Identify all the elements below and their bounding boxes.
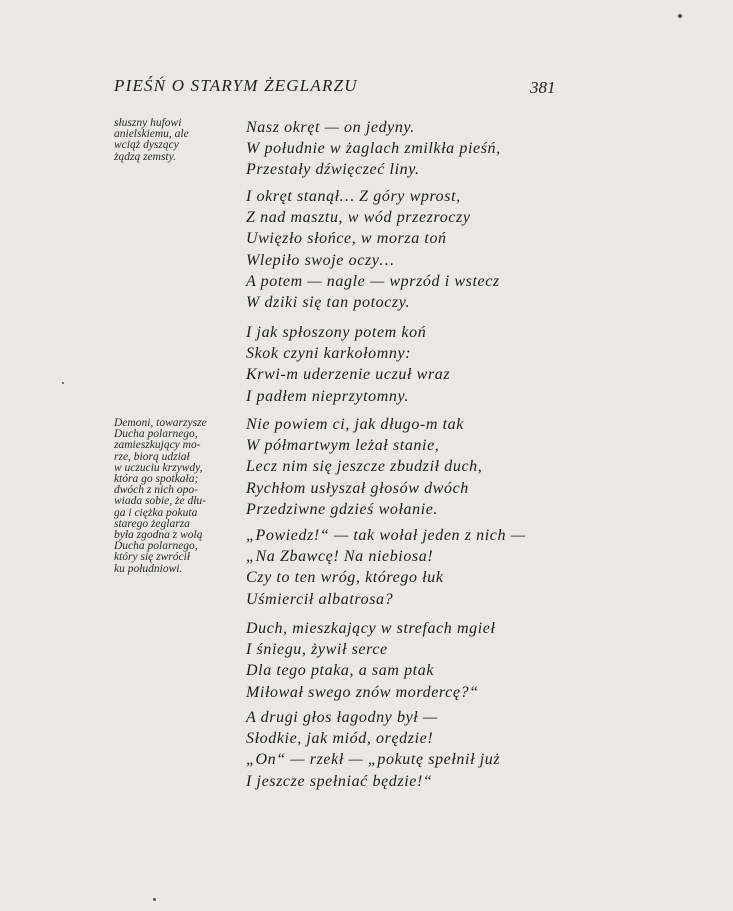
verse-line: „Na Zbawcę! Na niebiosa!: [246, 548, 434, 566]
verse-line: Nie powiem ci, jak długo-m tak: [246, 416, 464, 433]
stanza-4: [246, 414, 482, 520]
page-number: 381: [530, 78, 556, 97]
verse-line: Krwi-m uderzenie uczuł wraz: [246, 366, 451, 384]
gloss-line: słuszny hufowi: [114, 117, 182, 129]
verse-line: „Powiedz!“ — tak wołał jeden z nich —: [246, 527, 526, 544]
verse-line: Nasz okręt — on jedyny.: [246, 119, 415, 136]
gloss-line: była zgodna z wolą: [114, 529, 203, 542]
gloss-line: w uczuciu krzywdy,: [114, 461, 203, 474]
stanza-2: [246, 186, 500, 313]
gloss-line: żądzą zemsty.: [114, 150, 176, 163]
gloss-line: Ducha polarnego,: [114, 540, 198, 553]
running-head-title: PIEŚŃ O STARYM ŻEGLARZU: [114, 76, 358, 95]
stanza-7: [246, 707, 500, 792]
gloss-line: dwóch z nich opo-: [114, 484, 199, 497]
verse-line: I padłem nieprzytomny.: [246, 387, 409, 405]
gloss-line: wiada sobie, że dłu-: [114, 495, 206, 508]
verse-line: Skok czyni karkołomny:: [246, 345, 412, 363]
gloss-line: anielskiemu, ale: [114, 128, 189, 141]
verse-line: Rychłom usłyszał głosów dwóch: [246, 479, 469, 497]
verse-line: W południe w żaglach zmilkła pieśń,: [246, 140, 501, 158]
verse-line: Wlepiło swoje oczy…: [246, 251, 395, 269]
verse-line: I jak spłoszony potem koń: [246, 324, 427, 341]
gloss-line: który się zwrócił: [114, 551, 191, 564]
verse-line: I śniegu, żywił serce: [246, 641, 388, 659]
verse-line: W półmartwym leżał stanie,: [246, 437, 440, 455]
verse-line: Z nad masztu, w wód przezroczy: [246, 209, 471, 227]
verse-line: Słodkie, jak miód, orędzie!: [246, 730, 434, 748]
verse-line: Duch, mieszkający w strefach mgieł: [246, 620, 496, 637]
verse-line: Uwięzło słońce, w morza toń: [246, 230, 447, 248]
verse-line: „On“ — rzekł — „pokutę spełnił już: [246, 751, 501, 769]
gloss-line: Demoni, towarzysze: [114, 417, 207, 429]
verse-line: A drugi głos łagodny był —: [246, 709, 438, 726]
gloss-line: ku południowi.: [114, 562, 183, 575]
verse-line: Lecz nim się jeszcze zbudził duch,: [246, 458, 483, 476]
verse-line: I jeszcze spełniać będzie!“: [246, 772, 433, 790]
paper-speck: [678, 14, 682, 18]
paper-speck: [153, 898, 156, 901]
verse-line: Miłował swego znów mordercę?“: [246, 683, 479, 701]
gloss-line: ga i ciężka pokuta: [114, 506, 198, 519]
verse-line: W dziki się tan potoczy.: [246, 294, 411, 312]
verse-line: Przedziwne gdzieś wołanie.: [246, 500, 439, 518]
stanza-5: [246, 525, 526, 610]
margin-gloss-1: [114, 118, 189, 163]
stanza-1: [246, 117, 501, 181]
gloss-line: która go spotkała;: [114, 473, 199, 486]
gloss-line: starego żeglarza: [114, 517, 190, 530]
stanza-3: [246, 322, 450, 407]
gloss-line: wciąż dyszący: [114, 139, 179, 152]
verse-line: I okręt stanął… Z góry wprost,: [246, 188, 461, 205]
margin-gloss-2: [114, 418, 207, 575]
gloss-line: Ducha polarnego,: [114, 428, 198, 441]
verse-line: Przestały dźwięczeć liny.: [246, 161, 420, 179]
verse-line: A potem — nagle — wprzód i wstecz: [246, 272, 500, 290]
paper-speck: [62, 382, 64, 384]
verse-line: Uśmiercił albatrosa?: [246, 590, 394, 608]
stanza-6: [246, 618, 496, 703]
verse-line: Czy to ten wróg, którego łuk: [246, 569, 444, 587]
verse-line: Dla tego ptaka, a sam ptak: [246, 662, 435, 680]
gloss-line: zamieszkujący mo-: [114, 439, 201, 452]
gloss-line: rze, biorą udział: [114, 450, 190, 463]
